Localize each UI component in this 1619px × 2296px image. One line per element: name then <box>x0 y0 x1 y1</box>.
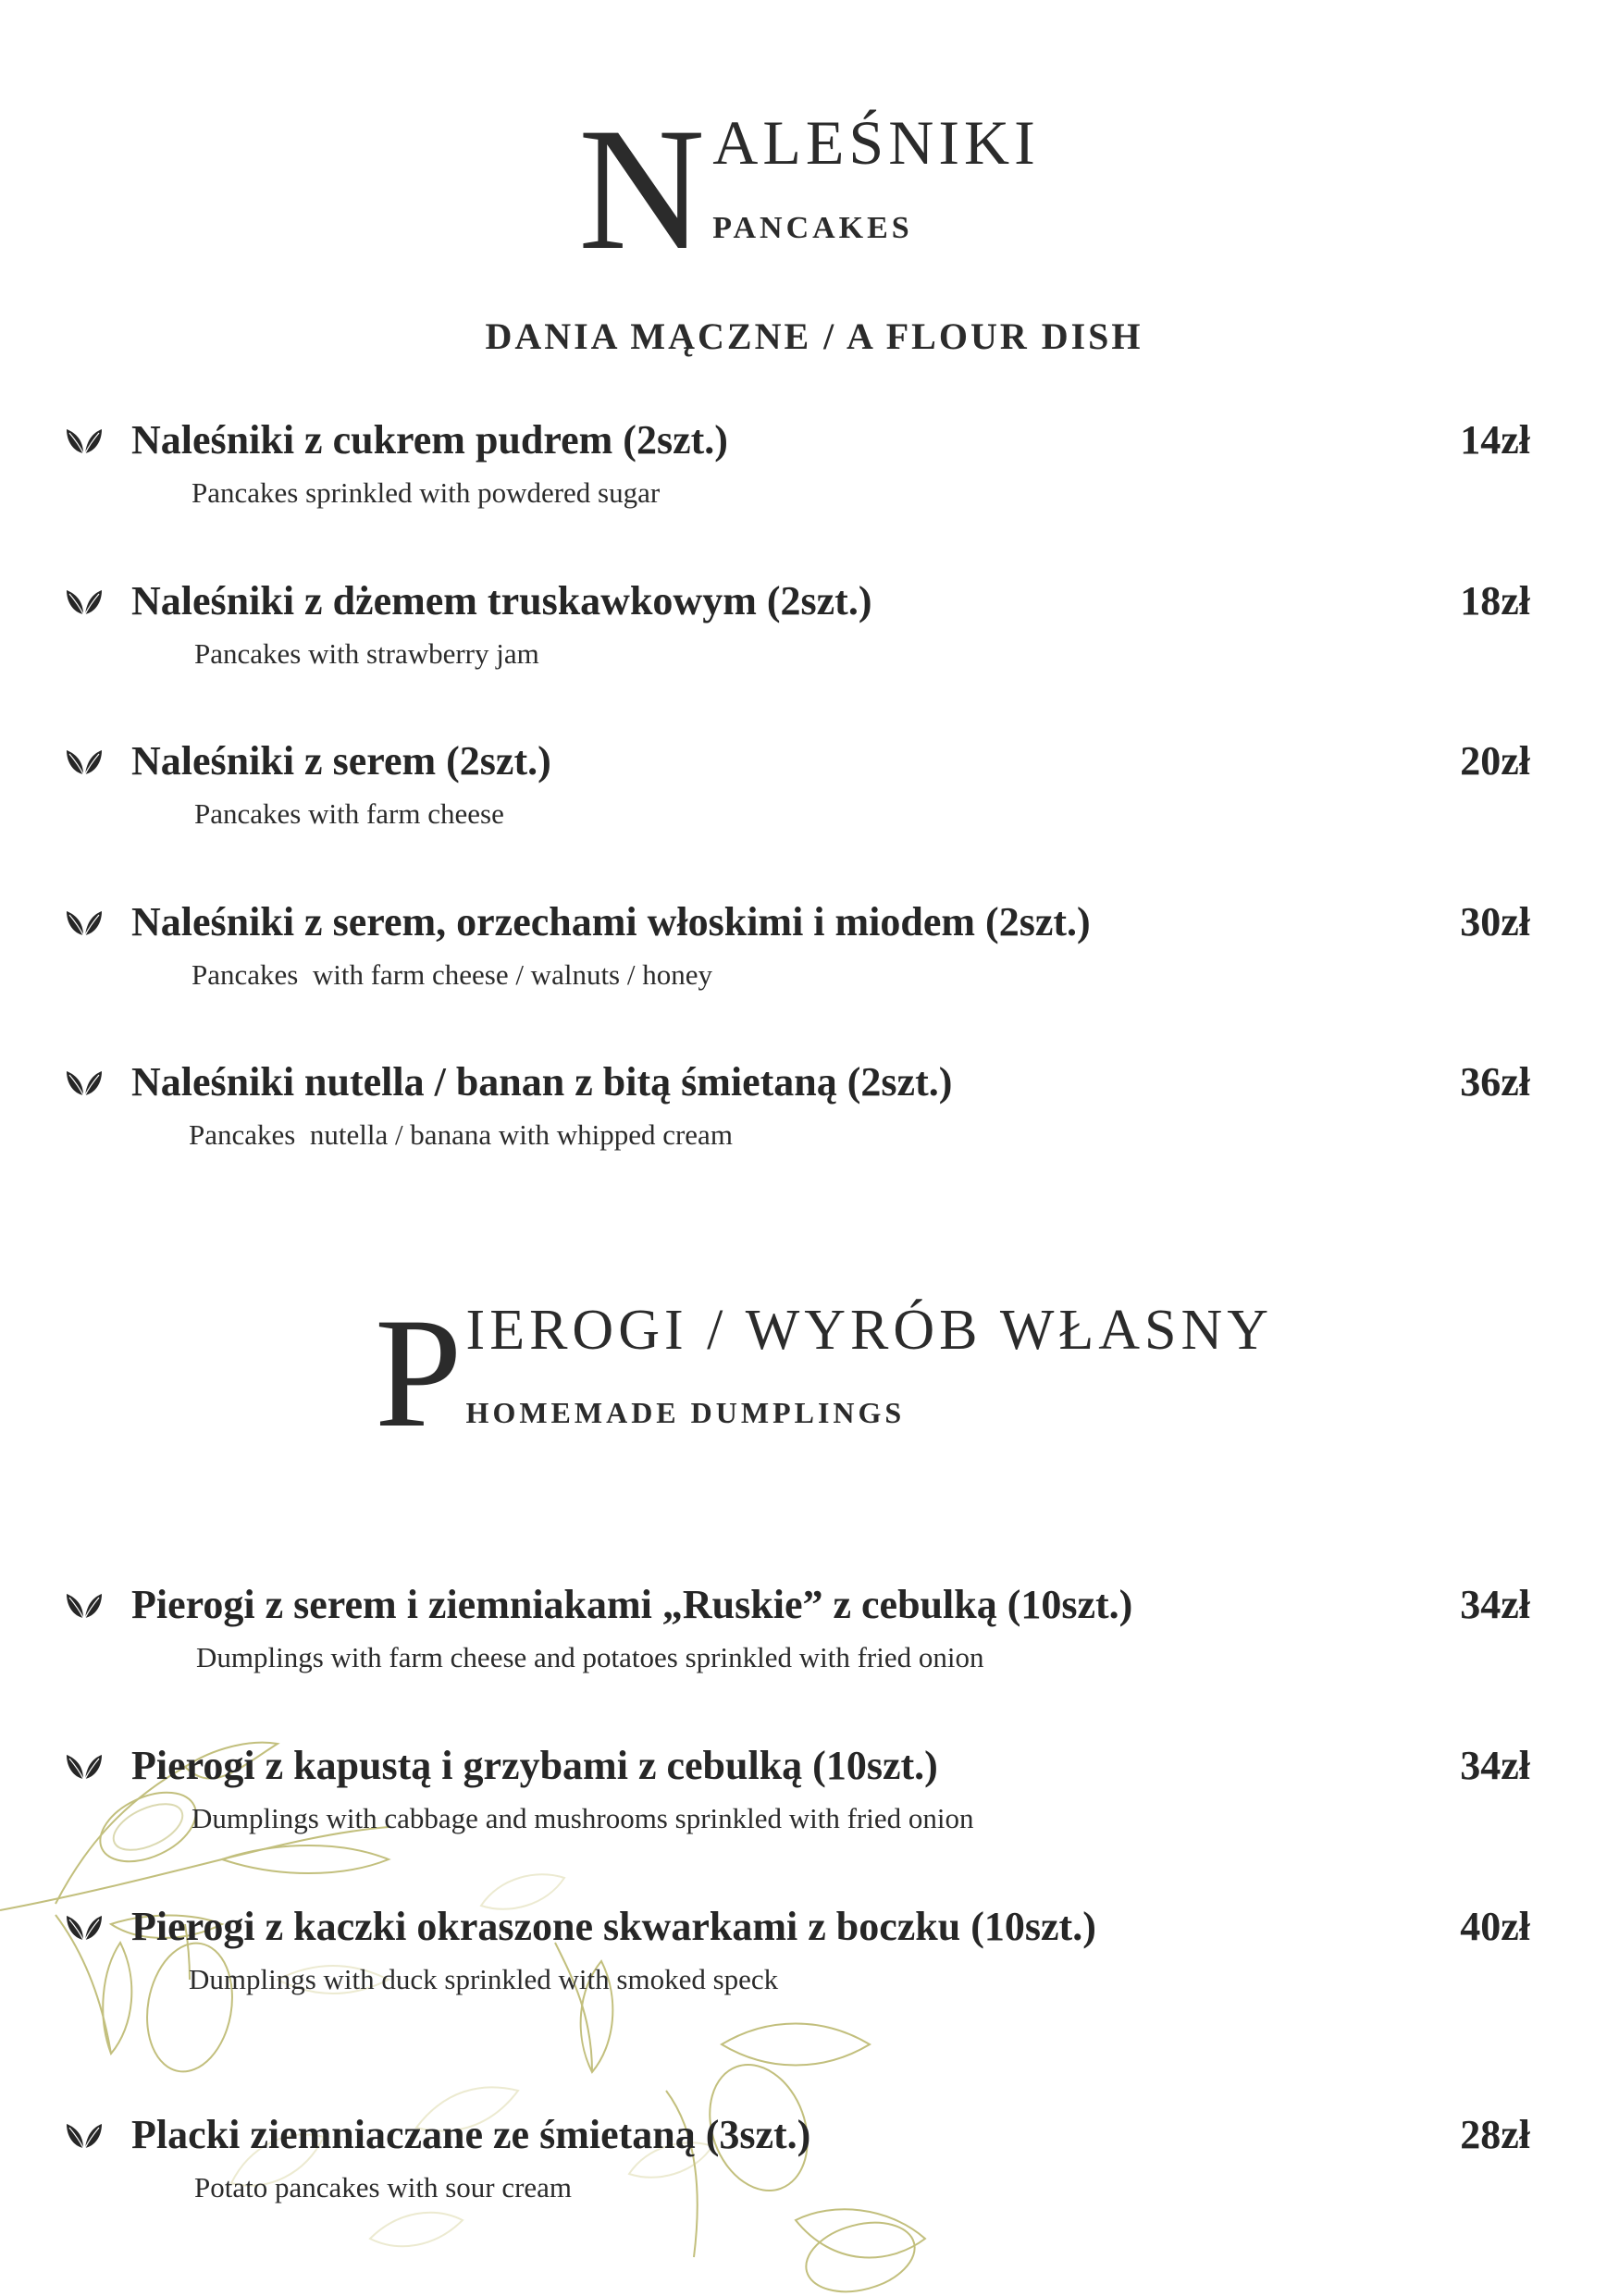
item-price: 36zł <box>1460 1059 1530 1105</box>
item-description: Pancakes with farm cheese / walnuts / honey <box>192 958 712 991</box>
menu-item <box>0 1905 1619 2016</box>
item-name: Pierogi z kaczki okraszone skwarkami z boczku (10szt.) <box>131 1904 1096 1949</box>
item-price: 18zł <box>1460 578 1530 623</box>
menu-item <box>0 1583 1619 1694</box>
item-description: Dumplings with duck sprinkled with smoked speck <box>189 1963 779 1995</box>
leaf-icon <box>65 426 104 457</box>
section-initial: N <box>578 93 706 287</box>
item-name: Placki ziemniaczane ze śmietaną (3szt.) <box>131 2112 811 2157</box>
leaf-icon <box>65 1912 104 1944</box>
leaf-icon <box>65 1751 104 1783</box>
item-price: 20zł <box>1460 738 1530 784</box>
menu-item <box>0 579 1619 690</box>
section-subtitle: HOMEMADE DUMPLINGS <box>465 1396 906 1429</box>
section-initial: P <box>375 1286 463 1460</box>
item-description: Pancakes with strawberry jam <box>194 637 539 670</box>
item-description: Pancakes with farm cheese <box>194 797 504 830</box>
item-name: Pierogi z kapustą i grzybami z cebulką (10szt.) <box>131 1743 938 1788</box>
leaf-icon <box>65 2120 104 2152</box>
section-header-dumplings <box>375 1286 1274 1460</box>
item-price: 34zł <box>1460 1582 1530 1627</box>
item-price: 28zł <box>1460 2112 1530 2157</box>
item-name: Naleśniki z serem, orzechami włoskimi i miodem (2szt.) <box>131 899 1091 944</box>
item-description: Pancakes sprinkled with powdered sugar <box>192 476 661 509</box>
section-header-pancakes <box>578 93 1040 287</box>
menu-item <box>0 2113 1619 2224</box>
menu-item <box>0 900 1619 1011</box>
item-name: Naleśniki z cukrem pudrem (2szt.) <box>131 417 728 463</box>
leaf-icon <box>65 586 104 618</box>
item-name: Pierogi z serem i ziemniakami „Ruskie” z cebulką (10szt.) <box>131 1582 1133 1627</box>
section-title-group <box>712 109 1040 244</box>
section-title: ALEŚNIKI <box>712 107 1040 178</box>
section-title: IEROGI / WYRÓB WŁASNY <box>465 1299 1274 1362</box>
item-name: Naleśniki nutella / banan z bitą śmietaną (2szt.) <box>131 1059 953 1105</box>
menu-item <box>0 739 1619 850</box>
leaf-icon <box>65 1590 104 1622</box>
item-description: Pancakes nutella / banana with whipped cream <box>189 1118 733 1151</box>
leaf-icon <box>65 747 104 778</box>
item-description: Dumplings with cabbage and mushrooms sprinkled with fried onion <box>192 1802 974 1834</box>
item-price: 14zł <box>1460 417 1530 463</box>
item-name: Naleśniki z serem (2szt.) <box>131 738 551 784</box>
section-subheading: DANIA MĄCZNE / A FLOUR DISH <box>485 315 1143 357</box>
leaf-icon <box>65 1068 104 1099</box>
item-price: 34zł <box>1460 1743 1530 1788</box>
item-price: 30zł <box>1460 899 1530 944</box>
item-description: Potato pancakes with sour cream <box>194 2171 573 2203</box>
section-subtitle: PANCAKES <box>712 211 913 245</box>
section-title-group <box>466 1300 1274 1427</box>
item-price: 40zł <box>1460 1904 1530 1949</box>
item-name: Naleśniki z dżemem truskawkowym (2szt.) <box>131 578 872 623</box>
leaf-icon <box>65 907 104 939</box>
menu-item <box>0 1060 1619 1171</box>
item-description: Dumplings with farm cheese and potatoes sprinkled with fried onion <box>196 1641 984 1673</box>
menu-item <box>0 418 1619 529</box>
menu-item <box>0 1744 1619 1855</box>
